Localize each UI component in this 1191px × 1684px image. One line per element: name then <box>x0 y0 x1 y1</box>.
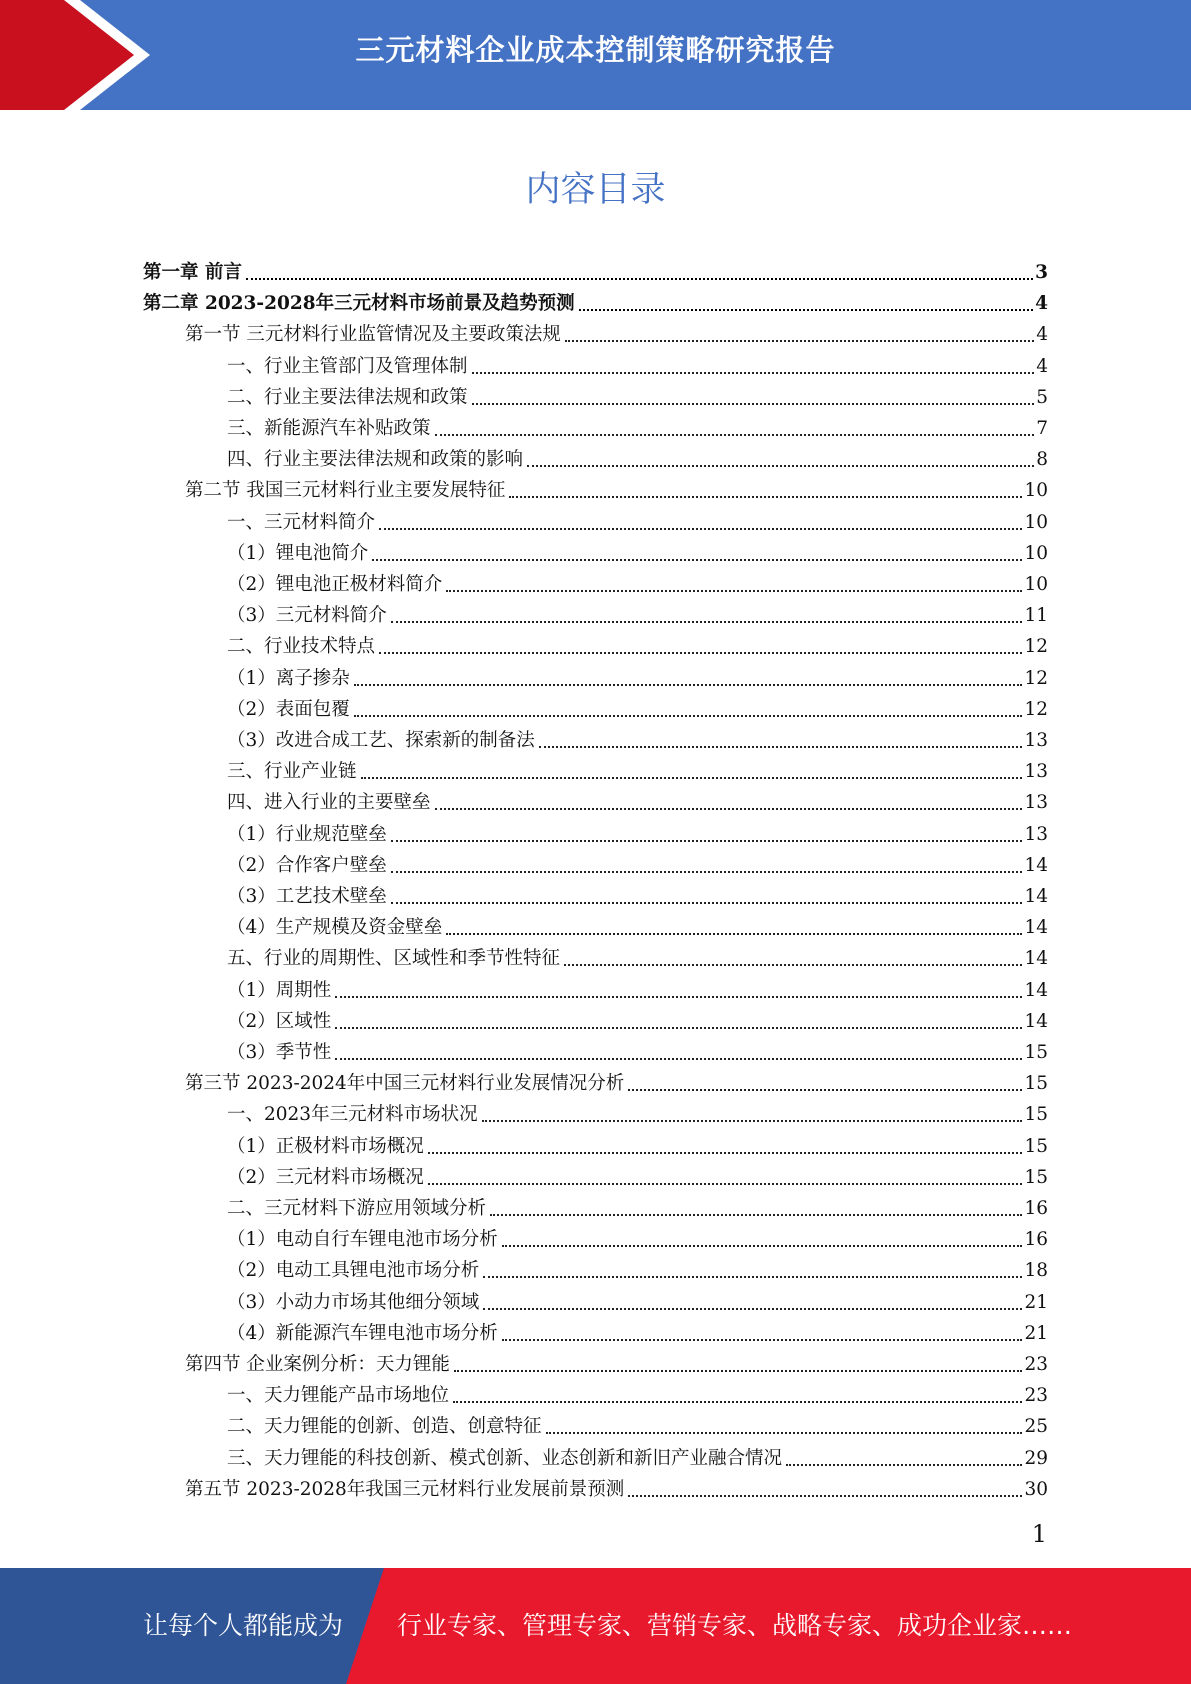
toc-entry-page: 13 <box>1024 792 1048 814</box>
toc-entry[interactable] <box>185 316 1048 347</box>
toc-entry-text: 第二节 我国三元材料行业主要发展特征 <box>185 480 506 502</box>
toc-entry-page: 3 <box>1035 262 1048 283</box>
toc-entry-text: 第一章 前言 <box>143 262 242 283</box>
toc-leader-dots <box>483 1308 1022 1310</box>
toc-entry-text: 一、2023年三元材料市场状况 <box>227 1104 478 1126</box>
toc-entry-text: 第一节 三元材料行业监管情况及主要政策法规 <box>185 324 561 346</box>
toc-entry-page: 29 <box>1024 1447 1048 1469</box>
toc-entry[interactable] <box>185 1346 1048 1377</box>
toc-entry-page: 4 <box>1036 324 1048 346</box>
toc-entry[interactable] <box>227 379 1048 410</box>
toc-entry-text: 三、新能源汽车补贴政策 <box>227 418 431 439</box>
toc-entry[interactable] <box>227 972 1048 1003</box>
toc-entry-text: （2）电动工具锂电池市场分析 <box>227 1260 480 1282</box>
toc-entry[interactable] <box>143 285 1048 316</box>
toc-entry-page: 15 <box>1024 1073 1048 1095</box>
toc-entry-page: 12 <box>1024 698 1048 720</box>
toc-entry[interactable] <box>227 753 1048 784</box>
toc-leader-dots <box>579 309 1034 311</box>
toc-leader-dots <box>539 746 1023 748</box>
toc-entry-text: 二、行业主要法律法规和政策 <box>227 386 468 408</box>
toc-entry[interactable] <box>227 1128 1048 1159</box>
toc-entry-page: 10 <box>1024 480 1048 502</box>
toc-entry[interactable] <box>185 1471 1048 1502</box>
toc-leader-dots <box>335 1058 1022 1060</box>
toc-entry[interactable] <box>227 504 1048 535</box>
toc-leader-dots <box>565 340 1034 342</box>
toc-leader-dots <box>428 1152 1023 1154</box>
report-title: 三元材料企业成本控制策略研究报告 <box>355 33 836 67</box>
toc-entry-page: 12 <box>1024 667 1048 689</box>
toc-leader-dots <box>335 996 1022 998</box>
footer-slogan-right: 行业专家、管理专家、营销专家、战略专家、成功企业家…… <box>397 1611 1073 1640</box>
toc-entry[interactable] <box>227 1159 1048 1190</box>
toc-entry-page: 10 <box>1024 511 1048 533</box>
toc-entry[interactable] <box>227 691 1048 722</box>
toc-entry[interactable] <box>227 535 1048 566</box>
toc-entry-text: （3）改进合成工艺、探索新的制备法 <box>227 730 535 751</box>
toc-entry-text: （1）周期性 <box>227 979 332 1001</box>
toc-entry-page: 15 <box>1024 1166 1048 1188</box>
toc-entry-page: 30 <box>1024 1478 1048 1500</box>
toc-entry-page: 8 <box>1036 449 1048 471</box>
toc-entry-page: 21 <box>1024 1291 1048 1313</box>
toc-entry-page: 15 <box>1024 1042 1048 1063</box>
toc-leader-dots <box>502 1245 1023 1247</box>
toc-entry[interactable] <box>227 1377 1048 1408</box>
toc-entry-text: 第二章 2023-2028年三元材料市场前景及趋势预测 <box>143 293 575 315</box>
toc-leader-dots <box>361 777 1023 779</box>
toc-leader-dots <box>628 1495 1022 1497</box>
toc-entry-text: （1）行业规范壁垒 <box>227 823 387 845</box>
toc-leader-dots <box>446 590 1022 592</box>
toc-leader-dots <box>502 1339 1023 1341</box>
toc-leader-dots <box>472 403 1035 405</box>
toc-leader-dots <box>435 434 1035 436</box>
toc-entry-text: 五、行业的周期性、区域性和季节性特征 <box>227 948 561 970</box>
toc-leader-dots <box>435 808 1023 810</box>
toc-entry-page: 14 <box>1024 979 1048 1001</box>
toc-leader-dots <box>564 964 1022 966</box>
toc-entry-text: （2）区域性 <box>227 1010 332 1032</box>
toc-leader-dots <box>453 1401 1022 1403</box>
toc-entry[interactable] <box>227 1221 1048 1252</box>
toc-entry[interactable] <box>227 441 1048 472</box>
toc-entry-text: （4）新能源汽车锂电池市场分析 <box>227 1322 498 1344</box>
toc-entry-text: （1）离子掺杂 <box>227 667 350 689</box>
toc-leader-dots <box>354 684 1023 686</box>
toc-entry-page: 23 <box>1024 1354 1048 1375</box>
toc-entry-page: 18 <box>1024 1260 1048 1282</box>
toc-leader-dots <box>482 1120 1023 1122</box>
toc-leader-dots <box>490 1214 1022 1216</box>
toc-entry-text: （4）生产规模及资金壁垒 <box>227 917 443 939</box>
toc-entry-page: 7 <box>1036 418 1048 439</box>
toc-entry-text: 第三节 2023-2024年中国三元材料行业发展情况分析 <box>185 1073 625 1095</box>
toc-entry-text: （1）锂电池简介 <box>227 542 369 564</box>
toc-entry-page: 16 <box>1024 1229 1048 1251</box>
toc-entry-text: （3）三元材料简介 <box>227 605 387 627</box>
toc-leader-dots <box>379 528 1022 530</box>
toc-entry-text: 三、行业产业链 <box>227 761 357 783</box>
toc-entry-page: 15 <box>1024 1135 1048 1157</box>
toc-leader-dots <box>379 652 1022 654</box>
toc-entry[interactable] <box>227 909 1048 940</box>
toc-leader-dots <box>391 840 1023 842</box>
toc-entry-text: 四、行业主要法律法规和政策的影响 <box>227 449 524 471</box>
toc-entry[interactable] <box>227 1003 1048 1034</box>
footer-slogan-left: 让每个人都能成为 <box>143 1611 344 1640</box>
toc-entry-text: （3）季节性 <box>227 1042 332 1063</box>
toc-leader-dots <box>509 496 1022 498</box>
toc-entry-text: 二、天力锂能的创新、创造、创意特征 <box>227 1416 542 1438</box>
toc-entry-page: 14 <box>1024 917 1048 939</box>
toc-entry-page: 25 <box>1024 1416 1048 1438</box>
page-header <box>0 0 1191 110</box>
toc-entry-page: 21 <box>1024 1322 1048 1344</box>
toc-entry-text: （2）合作客户壁垒 <box>227 854 387 876</box>
toc-entry-text: （1）正极材料市场概况 <box>227 1135 424 1157</box>
toc-entry-page: 10 <box>1024 542 1048 564</box>
toc-heading: 内容目录 <box>525 170 666 210</box>
toc-entry[interactable] <box>227 566 1048 597</box>
toc-entry-text: （2）三元材料市场概况 <box>227 1166 424 1188</box>
toc-entry[interactable] <box>227 410 1048 441</box>
toc-entry-page: 4 <box>1035 293 1048 315</box>
toc-leader-dots <box>391 871 1023 873</box>
toc-entry-page: 12 <box>1024 636 1048 658</box>
toc-entry-page: 16 <box>1024 1198 1048 1219</box>
toc-entry[interactable] <box>227 1096 1048 1127</box>
toc-leader-dots <box>472 372 1035 374</box>
toc-entry[interactable] <box>185 1065 1048 1096</box>
toc-entry-text: 四、进入行业的主要壁垒 <box>227 792 431 814</box>
toc-entry-text: （1）电动自行车锂电池市场分析 <box>227 1229 498 1251</box>
toc-entry[interactable] <box>227 628 1048 659</box>
toc-leader-dots <box>786 1464 1022 1466</box>
toc-entry-text: 第五节 2023-2028年我国三元材料行业发展前景预测 <box>185 1478 625 1500</box>
toc-leader-dots <box>246 278 1033 280</box>
toc-entry[interactable] <box>227 348 1048 379</box>
toc-entry-text: 二、行业技术特点 <box>227 636 376 658</box>
toc-leader-dots <box>446 933 1022 935</box>
toc-entry[interactable] <box>227 1440 1048 1471</box>
page-number: 1 <box>1031 1520 1047 1548</box>
toc-entry[interactable] <box>227 878 1048 909</box>
toc-entry-page: 5 <box>1036 386 1048 408</box>
toc-leader-dots <box>372 559 1022 561</box>
toc-entry[interactable] <box>143 254 1048 285</box>
toc-entry-text: 二、三元材料下游应用领域分析 <box>227 1198 487 1219</box>
toc-entry-text: （3）小动力市场其他细分领域 <box>227 1291 480 1313</box>
toc-entry[interactable] <box>227 597 1048 628</box>
toc-entry[interactable] <box>227 816 1048 847</box>
toc-entry[interactable] <box>227 660 1048 691</box>
toc-leader-dots <box>454 1370 1023 1372</box>
toc-entry[interactable] <box>227 940 1048 971</box>
toc-leader-dots <box>391 902 1023 904</box>
toc-entry[interactable] <box>227 1315 1048 1346</box>
toc-entry-page: 23 <box>1024 1385 1048 1407</box>
toc-entry-page: 14 <box>1024 1010 1048 1032</box>
toc-leader-dots <box>391 621 1023 623</box>
toc-entry[interactable] <box>227 784 1048 815</box>
page-footer <box>0 1568 1191 1684</box>
toc-entry-text: （2）锂电池正极材料简介 <box>227 574 443 595</box>
toc-entry[interactable] <box>227 1190 1048 1221</box>
toc-entry[interactable] <box>227 722 1048 753</box>
toc-entry-page: 13 <box>1024 730 1048 751</box>
toc-leader-dots <box>335 1027 1022 1029</box>
toc-entry-text: 一、天力锂能产品市场地位 <box>227 1385 450 1407</box>
toc-entry-text: 三、天力锂能的科技创新、模式创新、业态创新和新旧产业融合情况 <box>227 1447 783 1469</box>
toc-entry-page: 10 <box>1024 574 1048 595</box>
toc-entry[interactable] <box>227 1034 1048 1065</box>
toc-entry-page: 15 <box>1024 1104 1048 1126</box>
toc-entry[interactable] <box>227 1408 1048 1439</box>
toc-entry[interactable] <box>227 847 1048 878</box>
toc-entry-text: （2）表面包覆 <box>227 698 350 720</box>
toc-entry-page: 14 <box>1024 854 1048 876</box>
toc-leader-dots <box>354 715 1023 717</box>
toc-entry-text: 一、行业主管部门及管理体制 <box>227 355 468 377</box>
toc-entry-page: 4 <box>1036 355 1048 377</box>
toc-entry-page: 14 <box>1024 886 1048 907</box>
toc-entry-text: 第四节 企业案例分析：天力锂能 <box>185 1354 450 1375</box>
toc-entry-page: 14 <box>1024 948 1048 970</box>
toc-leader-dots <box>628 1089 1022 1091</box>
toc-entry-text: （3）工艺技术壁垒 <box>227 886 387 907</box>
toc-leader-dots <box>428 1183 1023 1185</box>
toc-leader-dots <box>527 465 1034 467</box>
toc-leader-dots <box>546 1432 1023 1434</box>
toc-entry-page: 11 <box>1024 605 1048 627</box>
toc-entry[interactable] <box>185 472 1048 503</box>
toc-entry-page: 13 <box>1024 761 1048 783</box>
toc-entry[interactable] <box>227 1252 1048 1283</box>
toc-entry[interactable] <box>227 1284 1048 1315</box>
toc-entry-page: 13 <box>1024 823 1048 845</box>
toc-leader-dots <box>483 1276 1022 1278</box>
toc-entry-text: 一、三元材料简介 <box>227 511 376 533</box>
